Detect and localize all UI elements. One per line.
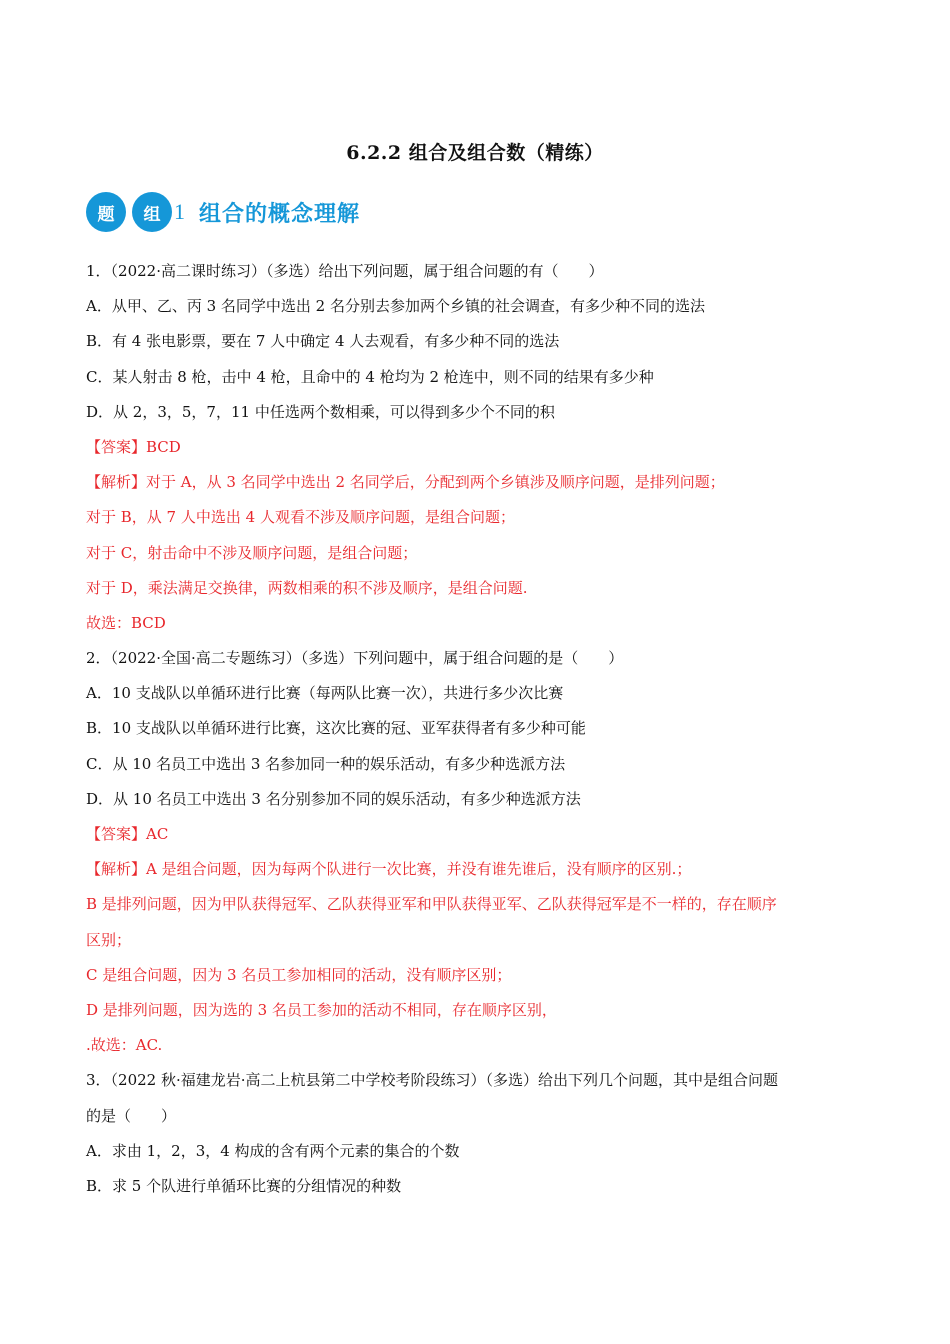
question-2-option-a: A．10 支战队以单循环进行比赛（每两队比赛一次），共进行多少次比赛 (86, 684, 564, 703)
question-3-option-a: A．求由 1，2，3，4 构成的含有两个元素的集合的个数 (86, 1141, 460, 1160)
question-2-conclusion: .故选：AC. (86, 1036, 163, 1055)
question-2-analysis-line: 【解析】A 是组合问题，因为每两个队进行一次比赛，并没有谁先谁后，没有顺序的区别.； (86, 860, 692, 879)
question-2-analysis-line: B 是排列问题，因为甲队获得冠军、乙队获得亚军和甲队获得亚军、乙队获得冠军是不一样的，存在顺序 (86, 895, 777, 914)
question-1-conclusion: 故选：BCD (86, 613, 166, 632)
group-badge-ti: 题 (86, 192, 126, 232)
group-heading-text: 组合的概念理解 (199, 201, 361, 227)
question-1-option-d: D．从 2，3，5，7，11 中任选两个数相乘，可以得到多少个不同的积 (86, 402, 555, 421)
question-1-option-a: A．从甲、乙、丙 3 名同学中选出 2 名分别去参加两个乡镇的社会调查，有多少种不同的选法 (86, 297, 705, 316)
question-2-stem: 2．（2022·全国·高二专题练习）（多选）下列问题中，属于组合问题的是（ ） (86, 649, 624, 668)
question-1-analysis-line: 对于 C，射击命中不涉及顺序问题，是组合问题； (86, 543, 418, 562)
question-1-stem: 1．（2022·高二课时练习）（多选）给出下列问题，属于组合问题的有（ ） (86, 262, 604, 280)
question-1-option-b: B．有 4 张电影票，要在 7 人中确定 4 人去观看，有多少种不同的选法 (86, 332, 560, 351)
group-number: 1 (174, 199, 185, 224)
question-1-analysis-line: 【解析】对于 A，从 3 名同学中选出 2 名同学后，分配到两个乡镇涉及顺序问题，是排列问题； (86, 473, 725, 492)
question-3-stem: 3．（2022 秋·福建龙岩·高二上杭县第二中学校考阶段练习）（多选）给出下列几个问题，其中是组合问题 (86, 1071, 779, 1090)
question-2-option-d: D．从 10 名员工中选出 3 名分别参加不同的娱乐活动，有多少种选派方法 (86, 789, 581, 808)
question-1-answer: 【答案】BCD (86, 437, 181, 456)
question-2-analysis-line: C 是组合问题，因为 3 名员工参加相同的活动，没有顺序区别； (86, 965, 512, 984)
question-2-option-b: B．10 支战队以单循环进行比赛，这次比赛的冠、亚军获得者有多少种可能 (86, 719, 586, 738)
question-1-analysis-line: 对于 B，从 7 人中选出 4 人观看不涉及顺序问题，是组合问题； (86, 508, 515, 527)
question-2-analysis-line: 区别； (86, 930, 132, 949)
question-3-stem-continued: 的是（ ） (86, 1106, 177, 1125)
question-2-answer: 【答案】AC (86, 825, 169, 843)
content-lines (86, 254, 866, 1204)
question-1-analysis-line: 对于 D，乘法满足交换律，两数相乘的积不涉及顺序，是组合问题. (86, 578, 528, 597)
group-badge-zu: 组 (132, 192, 172, 232)
question-1-option-c: C．某人射击 8 枪，击中 4 枪，且命中的 4 枪均为 2 枪连中，则不同的结果有多少种 (86, 367, 654, 386)
page-title: 6.2.2 组合及组合数（精练） (346, 142, 604, 164)
group-heading (86, 190, 360, 234)
question-3-option-b: B．求 5 个队进行单循环比赛的分组情况的种数 (86, 1176, 402, 1195)
question-2-analysis-line: D 是排列问题，因为选的 3 名员工参加的活动不相同，存在顺序区别， (86, 1000, 557, 1019)
question-2-option-c: C．从 10 名员工中选出 3 名参加同一种的娱乐活动，有多少种选派方法 (86, 754, 566, 773)
